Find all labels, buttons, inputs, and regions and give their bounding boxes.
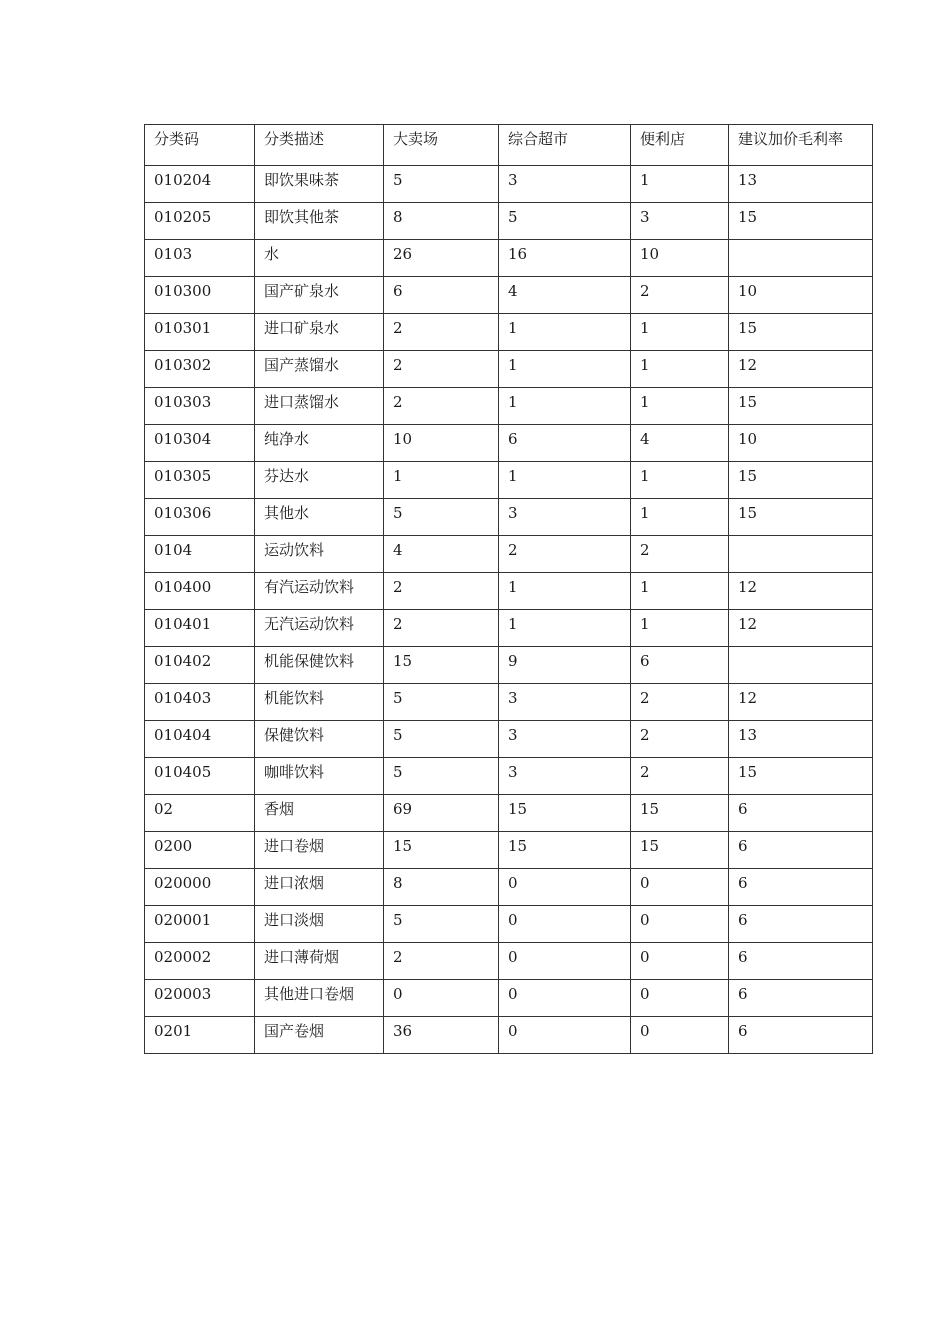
header-cell: 综合超市 [499,125,631,166]
table-cell: 02 [145,795,255,832]
table-cell: 15 [499,795,631,832]
table-cell: 进口卷烟 [255,832,384,869]
table-cell [729,647,873,684]
table-cell: 1 [499,314,631,351]
table-cell: 15 [729,758,873,795]
table-cell: 3 [499,721,631,758]
table-cell [729,536,873,573]
table-cell: 010404 [145,721,255,758]
table-row [145,203,873,240]
table-row [145,869,873,906]
table-cell: 6 [729,906,873,943]
table-row [145,1017,873,1054]
table-cell: 6 [729,795,873,832]
table-cell: 纯净水 [255,425,384,462]
table-row [145,647,873,684]
table-cell: 2 [631,277,729,314]
table-cell: 15 [729,203,873,240]
table-cell: 0104 [145,536,255,573]
table-cell: 咖啡饮料 [255,758,384,795]
table-cell: 15 [384,832,499,869]
table-cell: 保健饮料 [255,721,384,758]
table-cell: 010405 [145,758,255,795]
table-cell: 3 [499,166,631,203]
table-cell: 1 [631,499,729,536]
table-row [145,573,873,610]
table-cell: 2 [384,388,499,425]
table-cell [729,240,873,277]
table-cell: 6 [729,1017,873,1054]
table-cell: 13 [729,166,873,203]
table-cell: 芬达水 [255,462,384,499]
table-row [145,425,873,462]
table-cell: 020001 [145,906,255,943]
table-cell: 6 [384,277,499,314]
table-cell: 2 [631,758,729,795]
table-cell: 6 [729,869,873,906]
table-cell: 1 [499,573,631,610]
table-cell: 0 [631,980,729,1017]
table-row [145,499,873,536]
table-cell: 1 [631,166,729,203]
table-cell: 26 [384,240,499,277]
table-cell: 1 [631,388,729,425]
table-cell: 0103 [145,240,255,277]
table-row [145,166,873,203]
table-cell: 12 [729,573,873,610]
table-row [145,684,873,721]
table-cell: 10 [384,425,499,462]
table-row [145,536,873,573]
table-cell: 1 [499,610,631,647]
table-cell: 12 [729,684,873,721]
table-cell: 10 [729,277,873,314]
table-cell: 2 [384,314,499,351]
table-cell: 15 [729,499,873,536]
table-cell: 6 [729,980,873,1017]
table-cell: 2 [631,536,729,573]
table-cell: 国产蒸馏水 [255,351,384,388]
header-cell: 大卖场 [384,125,499,166]
table-cell: 3 [499,684,631,721]
table-row [145,795,873,832]
table-cell: 12 [729,351,873,388]
table-cell: 5 [384,166,499,203]
table-cell: 4 [384,536,499,573]
table-cell: 3 [499,499,631,536]
table-cell: 香烟 [255,795,384,832]
table-cell: 020000 [145,869,255,906]
table-cell: 010306 [145,499,255,536]
table-cell: 其他进口卷烟 [255,980,384,1017]
table-cell: 1 [384,462,499,499]
table-cell: 进口矿泉水 [255,314,384,351]
table-cell: 5 [384,684,499,721]
table-cell: 2 [631,684,729,721]
table-cell: 12 [729,610,873,647]
table-cell: 010402 [145,647,255,684]
table-cell: 15 [384,647,499,684]
table-cell: 0 [631,943,729,980]
table-cell: 020002 [145,943,255,980]
table-cell: 010300 [145,277,255,314]
table-cell: 3 [631,203,729,240]
table-cell: 010400 [145,573,255,610]
table-row [145,277,873,314]
table-cell: 1 [631,462,729,499]
table-cell: 16 [499,240,631,277]
table-row [145,980,873,1017]
table-cell: 1 [499,351,631,388]
table-cell: 010302 [145,351,255,388]
table-cell: 1 [499,388,631,425]
table-cell: 即饮其他茶 [255,203,384,240]
table-row [145,758,873,795]
table-cell: 0 [499,869,631,906]
table-cell: 2 [384,573,499,610]
table-cell: 5 [384,906,499,943]
table-cell: 0201 [145,1017,255,1054]
header-cell: 分类描述 [255,125,384,166]
table-cell: 0 [499,980,631,1017]
table-cell: 15 [729,462,873,499]
table-cell: 15 [729,388,873,425]
table-cell: 0 [384,980,499,1017]
table-cell: 0 [499,943,631,980]
table-cell: 0200 [145,832,255,869]
table-cell: 2 [384,351,499,388]
table-cell: 010205 [145,203,255,240]
table-cell: 010304 [145,425,255,462]
table-cell: 3 [499,758,631,795]
table-cell: 69 [384,795,499,832]
table-cell: 4 [631,425,729,462]
table-cell: 即饮果味茶 [255,166,384,203]
table-cell: 010204 [145,166,255,203]
table-cell: 5 [384,499,499,536]
table-row [145,240,873,277]
table-cell: 2 [384,943,499,980]
table-cell: 0 [499,1017,631,1054]
table-cell: 2 [631,721,729,758]
table-cell: 机能保健饮料 [255,647,384,684]
table-cell: 5 [384,758,499,795]
table-cell: 5 [499,203,631,240]
table-cell: 2 [499,536,631,573]
table-cell: 进口薄荷烟 [255,943,384,980]
table-cell: 0 [631,869,729,906]
table-row [145,943,873,980]
table-cell: 5 [384,721,499,758]
table-cell: 进口浓烟 [255,869,384,906]
table-cell: 010305 [145,462,255,499]
table-cell: 1 [631,573,729,610]
table-cell: 其他水 [255,499,384,536]
table-cell: 国产卷烟 [255,1017,384,1054]
table-cell: 无汽运动饮料 [255,610,384,647]
category-table [144,124,873,1054]
table-cell: 10 [729,425,873,462]
table-cell: 0 [631,1017,729,1054]
header-cell: 建议加价毛利率 [729,125,873,166]
table-row [145,314,873,351]
table-cell: 1 [499,462,631,499]
table-cell: 8 [384,869,499,906]
table-cell: 进口蒸馏水 [255,388,384,425]
table-cell: 9 [499,647,631,684]
table-row [145,462,873,499]
table-cell: 10 [631,240,729,277]
table-cell: 6 [729,943,873,980]
table-cell: 机能饮料 [255,684,384,721]
table-row [145,610,873,647]
table-cell: 15 [631,795,729,832]
table-cell: 010403 [145,684,255,721]
table-cell: 15 [631,832,729,869]
header-cell: 分类码 [145,125,255,166]
table-cell: 0 [631,906,729,943]
table-cell: 6 [631,647,729,684]
table-cell: 010303 [145,388,255,425]
table-cell: 水 [255,240,384,277]
table-cell: 13 [729,721,873,758]
table-row [145,388,873,425]
table-cell: 15 [729,314,873,351]
table-cell: 1 [631,351,729,388]
table-cell: 4 [499,277,631,314]
table-cell: 8 [384,203,499,240]
table-cell: 进口淡烟 [255,906,384,943]
header-cell: 便利店 [631,125,729,166]
table-cell: 6 [499,425,631,462]
table-row [145,351,873,388]
table-cell: 2 [384,610,499,647]
table-header-row [145,125,873,166]
table-cell: 36 [384,1017,499,1054]
table-row [145,721,873,758]
table-cell: 010401 [145,610,255,647]
table-row [145,832,873,869]
table-cell: 有汽运动饮料 [255,573,384,610]
table-cell: 国产矿泉水 [255,277,384,314]
table-cell: 15 [499,832,631,869]
table-cell: 0 [499,906,631,943]
table-cell: 运动饮料 [255,536,384,573]
table-row [145,906,873,943]
table-cell: 010301 [145,314,255,351]
table-cell: 020003 [145,980,255,1017]
table-cell: 6 [729,832,873,869]
table-cell: 1 [631,610,729,647]
table-cell: 1 [631,314,729,351]
